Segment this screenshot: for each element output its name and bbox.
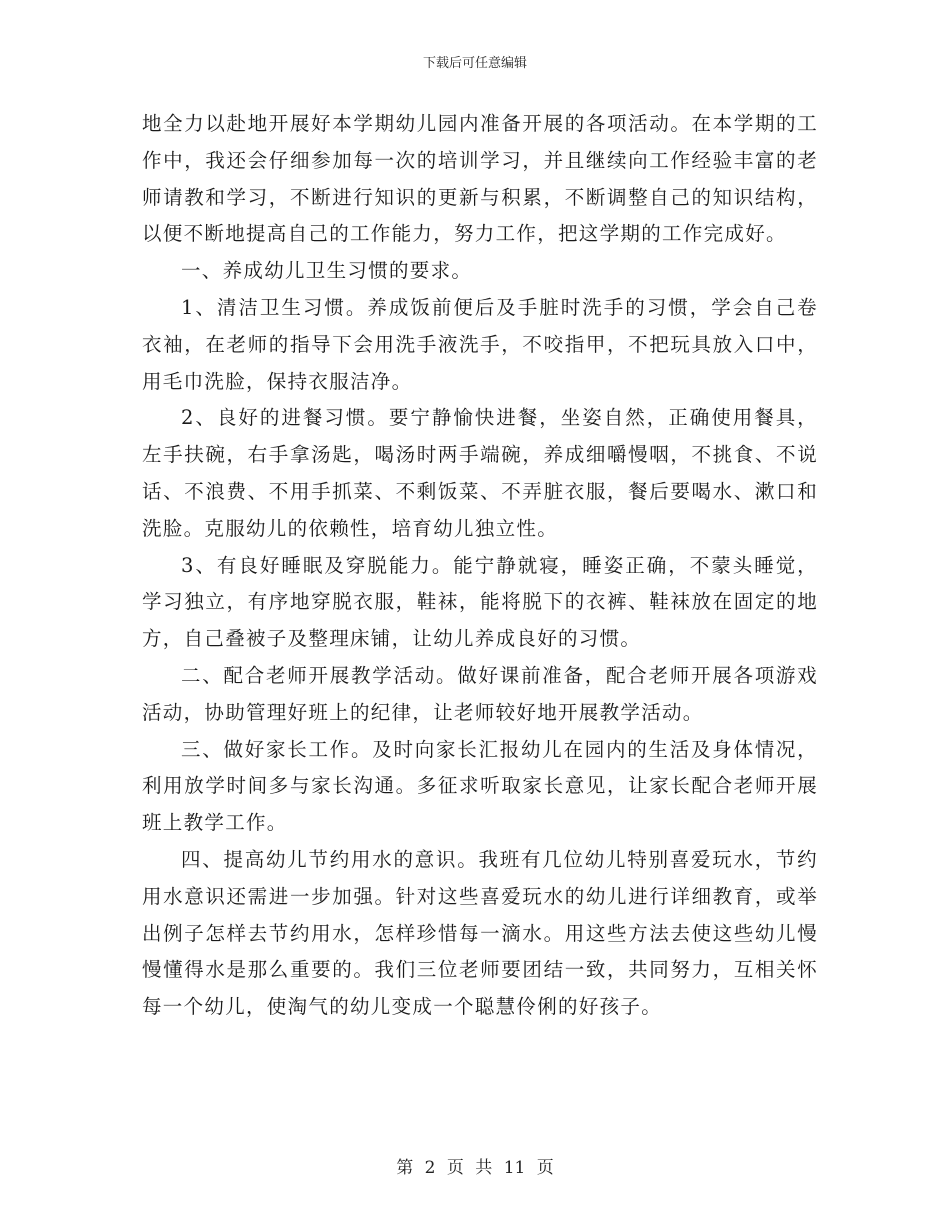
section-heading-hygiene: 一、养成幼儿卫生习惯的要求。: [181, 259, 473, 283]
body-paragraph: 四、提高幼儿节约用水的意识。我班有几位幼儿特别喜爱玩水，节约用水意识还需进一步加强。针对这些喜爱玩水的幼儿进行详细教育，或举出例子怎样去节约用水，怎样珍惜每一滴水。用这些方法去使这些幼儿慢慢懂得水是那么重要的。我们三位老师要团结一致，共同努力，互相关怀每一个幼儿，使淘气的幼儿变成一个聪慧伶俐的好孩子。: [142, 847, 818, 1019]
body-paragraph: 1、清洁卫生习惯。养成饭前便后及手脏时洗手的习惯，学会自己卷衣袖，在老师的指导下会用洗手液洗手，不咬指甲，不把玩具放入口中，用毛巾洗脸，保持衣服洁净。: [142, 295, 818, 393]
body-paragraph: 三、做好家长工作。及时向家长汇报幼儿在园内的生活及身体情况，利用放学时间多与家长沟通。多征求听取家长意见，让家长配合老师开展班上教学工作。: [142, 737, 818, 835]
body-paragraph: 二、配合老师开展教学活动。做好课前准备，配合老师开展各项游戏活动，协助管理好班上的纪律，让老师较好地开展教学活动。: [142, 663, 818, 724]
body-paragraph: 地全力以赴地开展好本学期幼儿园内准备开展的各项活动。在本学期的工作中，我还会仔细参加每一次的培训学习，并且继续向工作经验丰富的老师请教和学习，不断进行知识的更新与积累，不断调整自己的知识结构，以便不断地提高自己的工作能力，努力工作，把这学期的工作完成好。: [142, 112, 818, 246]
page-number: 第 2 页 共 11 页: [396, 1158, 554, 1178]
page-header: 下载后可任意编辑: [422, 56, 527, 71]
body-paragraph: 2、良好的进餐习惯。要宁静愉快进餐，坐姿自然，正确使用餐具，左手扶碗，右手拿汤匙，喝汤时两手端碗，养成细嚼慢咽，不挑食、不说话、不浪费、不用手抓菜、不剩饭菜、不弄脏衣服，餐后要喝水、漱口和洗脸。克服幼儿的依赖性，培育幼儿独立性。: [142, 406, 818, 540]
body-paragraph: 3、有良好睡眠及穿脱能力。能宁静就寝，睡姿正确，不蒙头睡觉，学习独立，有序地穿脱衣服，鞋袜，能将脱下的衣裤、鞋袜放在固定的地方，自己叠被子及整理床铺，让幼儿养成良好的习惯。: [142, 553, 818, 651]
document-body: [142, 106, 818, 1026]
